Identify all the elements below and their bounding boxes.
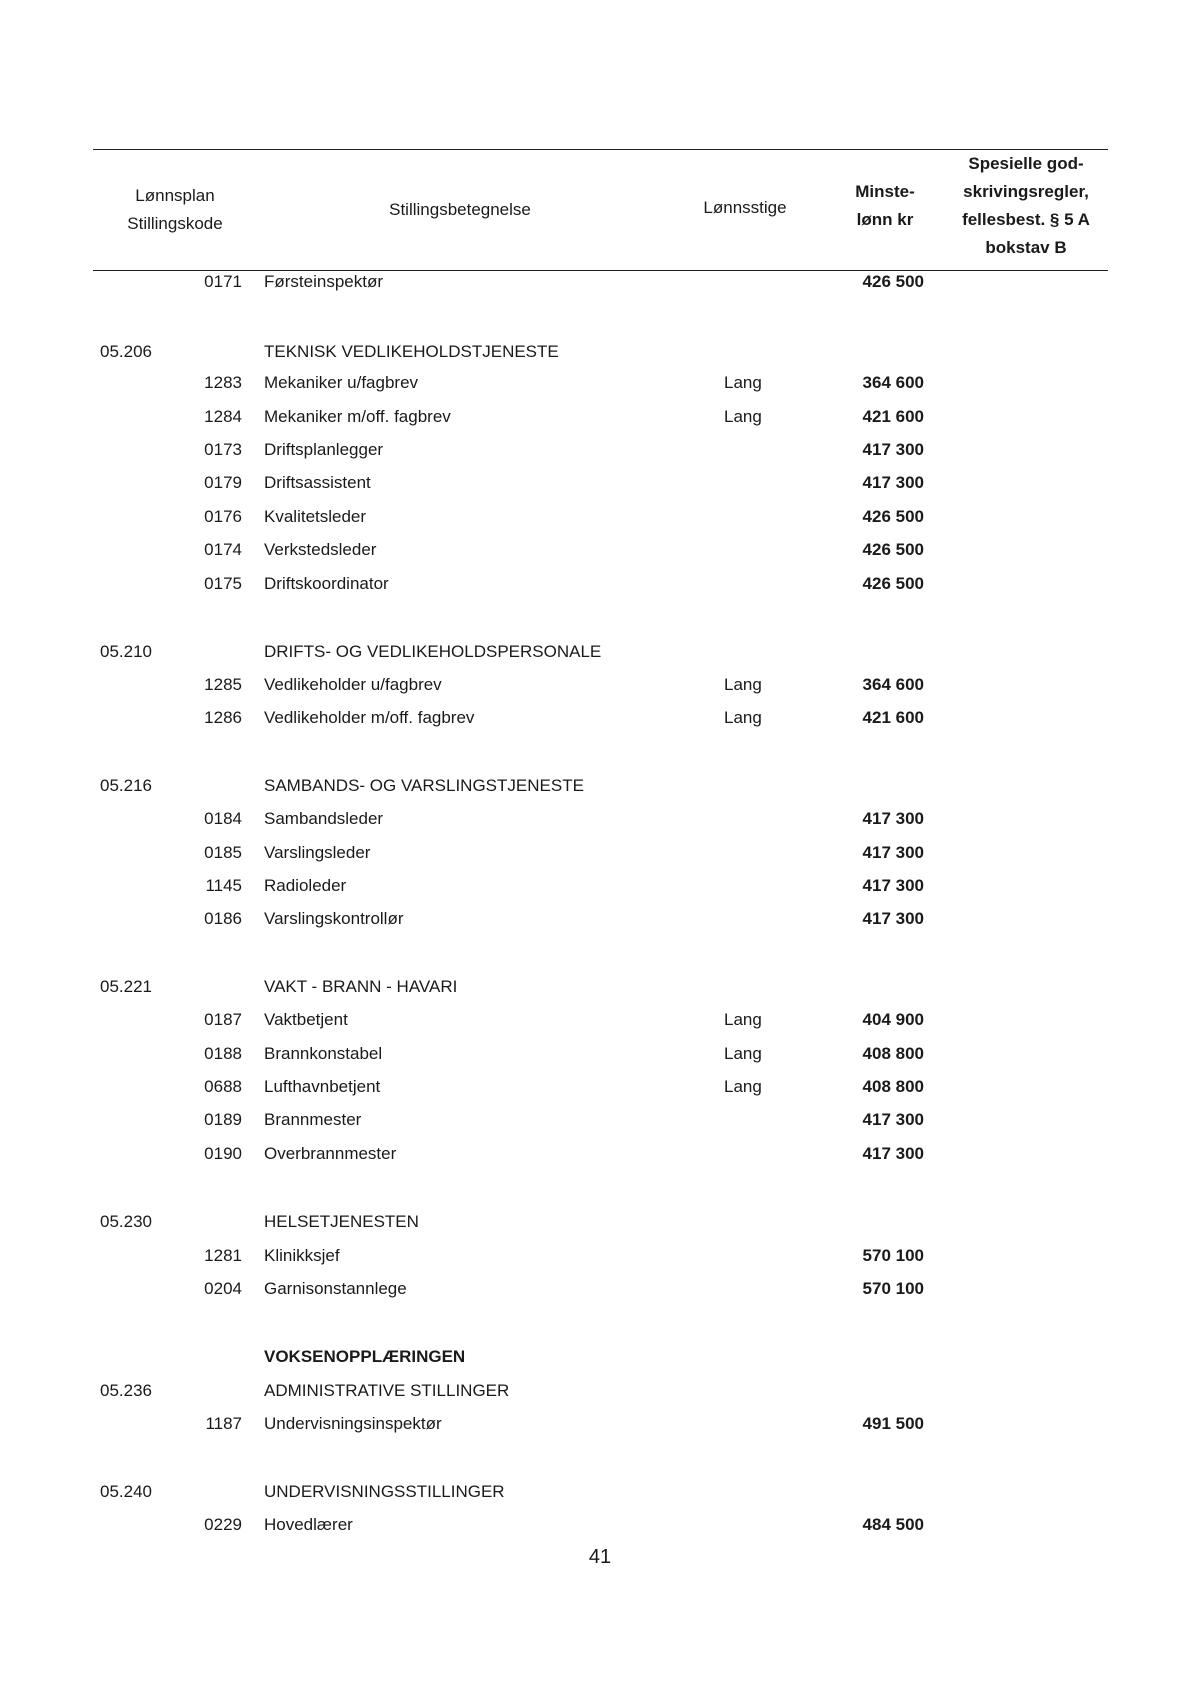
stillingsbetegnelse-cell: Driftskoordinator — [264, 574, 389, 593]
header-stillingskode-label: Stillingskode — [127, 214, 223, 233]
minstelonn-cell: 417 300 — [862, 440, 924, 459]
minstelonn-cell: 408 800 — [862, 1044, 924, 1063]
header-spesielle-line2: skrivingsregler, — [963, 182, 1089, 201]
stillingskode-cell: 0229 — [204, 1515, 242, 1534]
minstelonn-cell: 417 300 — [862, 909, 924, 928]
minstelonn-cell: 417 300 — [862, 1144, 924, 1163]
stillingsbetegnelse-cell: Vedlikeholder m/off. fagbrev — [264, 708, 475, 727]
table-row — [0, 267, 1200, 297]
stillingsbetegnelse-cell: Overbrannmester — [264, 1144, 397, 1163]
stillingskode-cell: 0174 — [204, 540, 242, 559]
minstelonn-cell: 570 100 — [862, 1246, 924, 1265]
lonnsstige-cell: Lang — [724, 708, 762, 727]
table-row — [0, 1039, 1200, 1069]
stillingsbetegnelse-cell: TEKNISK VEDLIKEHOLDSTJENESTE — [264, 342, 559, 361]
table-row — [0, 502, 1200, 532]
stillingskode-cell: 0188 — [204, 1044, 242, 1063]
table-row — [0, 972, 1200, 1002]
stillingsbetegnelse-cell: Lufthavnbetjent — [264, 1077, 381, 1096]
stillingsbetegnelse-cell: Mekaniker m/off. fagbrev — [264, 407, 451, 426]
stillingskode-cell: 1285 — [204, 675, 242, 694]
header-lonnsplan-label: Lønnsplan — [135, 186, 215, 205]
stillingsbetegnelse-cell: Varslingsleder — [264, 843, 371, 862]
stillingskode-cell: 1284 — [204, 407, 242, 426]
table-row — [0, 1477, 1200, 1507]
stillingsbetegnelse-cell: Vaktbetjent — [264, 1010, 348, 1029]
table-row — [0, 804, 1200, 834]
table-row — [0, 1105, 1200, 1135]
lonnsplan-cell: 05.216 — [100, 776, 152, 795]
header-col-minstelonn — [830, 178, 940, 234]
stillingskode-cell: 0171 — [204, 272, 242, 291]
stillingskode-cell: 1187 — [205, 1414, 242, 1433]
table-row — [0, 402, 1200, 432]
minstelonn-cell: 426 500 — [862, 272, 924, 291]
stillingsbetegnelse-cell: Vedlikeholder u/fagbrev — [264, 675, 442, 694]
stillingskode-cell: 0187 — [204, 1010, 242, 1029]
minstelonn-cell: 364 600 — [862, 373, 924, 392]
stillingsbetegnelse-cell: HELSETJENESTEN — [264, 1212, 419, 1231]
stillingskode-cell: 0688 — [204, 1077, 242, 1096]
stillingsbetegnelse-cell: ADMINISTRATIVE STILLINGER — [264, 1381, 510, 1400]
stillingskode-cell: 0175 — [204, 574, 242, 593]
table-row — [0, 1342, 1200, 1372]
table-row — [0, 535, 1200, 565]
stillingsbetegnelse-cell: Brannmester — [264, 1110, 362, 1129]
lonnsplan-cell: 05.221 — [100, 977, 152, 996]
stillingskode-cell: 0176 — [204, 507, 242, 526]
page-number: 41 — [588, 1546, 612, 1568]
stillingsbetegnelse-cell: Garnisonstannlege — [264, 1279, 407, 1298]
stillingsbetegnelse-cell: Førsteinspektør — [264, 272, 384, 291]
table-row — [0, 435, 1200, 465]
header-col-stillingsbetegnelse — [340, 196, 580, 224]
table-row — [0, 1005, 1200, 1035]
header-lonnsstige-label: Lønnsstige — [703, 198, 787, 217]
stillingsbetegnelse-cell: VAKT - BRANN - HAVARI — [264, 977, 458, 996]
minstelonn-cell: 426 500 — [862, 507, 924, 526]
table-row — [0, 637, 1200, 667]
header-lonn-kr-label: lønn kr — [856, 210, 914, 229]
minstelonn-cell: 417 300 — [862, 843, 924, 862]
table-row — [0, 838, 1200, 868]
minstelonn-cell: 484 500 — [862, 1515, 924, 1534]
header-minste-label: Minste- — [855, 182, 915, 201]
minstelonn-cell: 426 500 — [862, 540, 924, 559]
stillingskode-cell: 0190 — [204, 1144, 242, 1163]
stillingskode-cell: 0186 — [204, 909, 242, 928]
table-row — [0, 670, 1200, 700]
lonnsplan-cell: 05.236 — [100, 1381, 152, 1400]
lonnsstige-cell: Lang — [724, 373, 762, 392]
stillingskode-cell: 1145 — [205, 876, 242, 895]
stillingsbetegnelse-cell: Radioleder — [264, 876, 347, 895]
minstelonn-cell: 417 300 — [862, 1110, 924, 1129]
minstelonn-cell: 426 500 — [862, 574, 924, 593]
stillingskode-cell: 0189 — [204, 1110, 242, 1129]
lonnsstige-cell: Lang — [724, 1044, 762, 1063]
stillingskode-cell: 0204 — [204, 1279, 242, 1298]
minstelonn-cell: 421 600 — [862, 708, 924, 727]
header-col-lonnsstige — [680, 194, 810, 222]
header-spesielle-line3: fellesbest. § 5 A — [962, 210, 1090, 229]
stillingsbetegnelse-cell: Mekaniker u/fagbrev — [264, 373, 419, 392]
table-row — [0, 1207, 1200, 1237]
stillingskode-cell: 1286 — [204, 708, 242, 727]
lonnsstige-cell: Lang — [724, 1077, 762, 1096]
stillingskode-cell: 0179 — [204, 473, 242, 492]
minstelonn-cell: 417 300 — [862, 473, 924, 492]
stillingskode-cell: 0184 — [204, 809, 242, 828]
table-row — [0, 337, 1200, 367]
table-row — [0, 1274, 1200, 1304]
stillingsbetegnelse-cell: DRIFTS- OG VEDLIKEHOLDSPERSONALE — [264, 642, 602, 661]
table-row — [0, 1376, 1200, 1406]
minstelonn-cell: 421 600 — [862, 407, 924, 426]
table-row — [0, 1409, 1200, 1439]
stillingsbetegnelse-cell: Driftsassistent — [264, 473, 371, 492]
stillingskode-cell: 1281 — [204, 1246, 242, 1265]
header-col-spesielle — [940, 150, 1112, 262]
table-row — [0, 871, 1200, 901]
table-row — [0, 368, 1200, 398]
stillingsbetegnelse-cell: Hovedlærer — [264, 1515, 353, 1534]
table-row — [0, 1139, 1200, 1169]
table-row — [0, 1072, 1200, 1102]
stillingsbetegnelse-cell: Brannkonstabel — [264, 1044, 383, 1063]
stillingsbetegnelse-cell: Sambandsleder — [264, 809, 384, 828]
stillingskode-cell: 0185 — [204, 843, 242, 862]
stillingskode-cell: 0173 — [204, 440, 242, 459]
minstelonn-cell: 408 800 — [862, 1077, 924, 1096]
minstelonn-cell: 404 900 — [862, 1010, 924, 1029]
stillingsbetegnelse-cell: SAMBANDS- OG VARSLINGSTJENESTE — [264, 776, 584, 795]
stillingsbetegnelse-cell: Undervisningsinspektør — [264, 1414, 442, 1433]
lonnsplan-cell: 05.240 — [100, 1482, 152, 1501]
table-row — [0, 1510, 1200, 1540]
header-spesielle-line4: bokstav B — [985, 238, 1067, 257]
minstelonn-cell: 417 300 — [862, 809, 924, 828]
stillingsbetegnelse-cell: Klinikksjef — [264, 1246, 340, 1265]
lonnsstige-cell: Lang — [724, 407, 762, 426]
table-row — [0, 569, 1200, 599]
lonnsplan-cell: 05.206 — [100, 342, 152, 361]
table-row — [0, 1241, 1200, 1271]
stillingsbetegnelse-cell: Driftsplanlegger — [264, 440, 384, 459]
table-row — [0, 904, 1200, 934]
stillingsbetegnelse-cell: Verkstedsleder — [264, 540, 377, 559]
stillingsbetegnelse-cell: Varslingskontrollør — [264, 909, 404, 928]
stillingsbetegnelse-cell: UNDERVISNINGSSTILLINGER — [264, 1482, 505, 1501]
header-spesielle-line1: Spesielle god- — [968, 154, 1084, 173]
lonnsplan-cell: 05.210 — [100, 642, 152, 661]
lonnsstige-cell: Lang — [724, 1010, 762, 1029]
minstelonn-cell: 364 600 — [862, 675, 924, 694]
stillingsbetegnelse-cell: Kvalitetsleder — [264, 507, 367, 526]
stillingskode-cell: 1283 — [204, 373, 242, 392]
lonnsplan-cell: 05.230 — [100, 1212, 152, 1231]
minstelonn-cell: 491 500 — [862, 1414, 924, 1433]
minstelonn-cell: 417 300 — [862, 876, 924, 895]
table-row — [0, 468, 1200, 498]
header-stillingsbetegnelse-label: Stillingsbetegnelse — [389, 200, 531, 219]
minstelonn-cell: 570 100 — [862, 1279, 924, 1298]
stillingsbetegnelse-cell: VOKSENOPPLÆRINGEN — [264, 1347, 466, 1366]
header-col-lonnsplan — [95, 182, 255, 238]
lonnsstige-cell: Lang — [724, 675, 762, 694]
table-row — [0, 771, 1200, 801]
table-row — [0, 703, 1200, 733]
